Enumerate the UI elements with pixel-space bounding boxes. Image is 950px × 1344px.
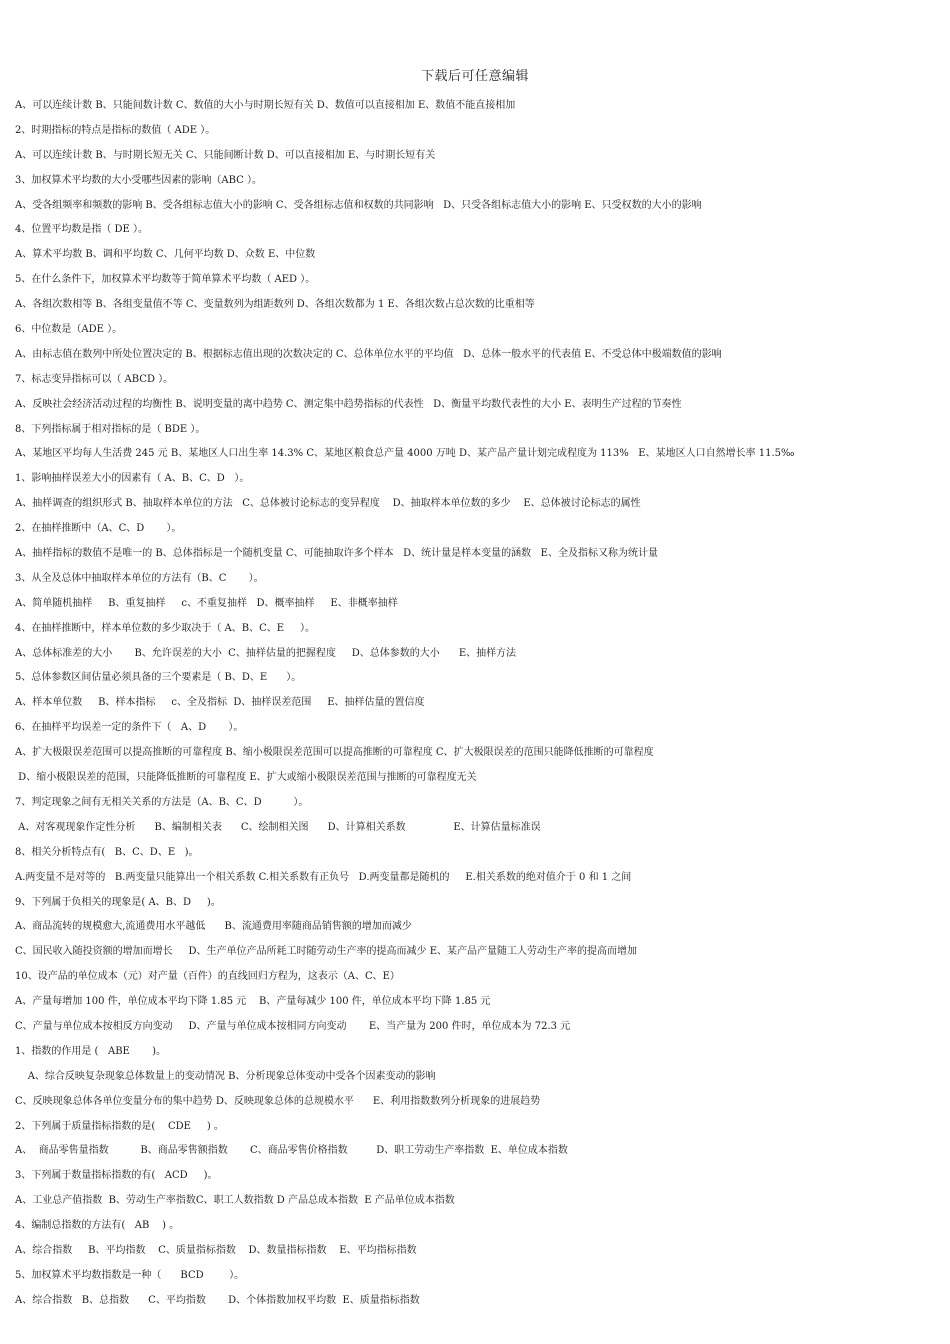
- text-line: 1、影响抽样误差大小的因素有（ A、B、C、D ）。: [15, 473, 250, 485]
- text-line: A、综合指数 B、平均指数 C、质量指标指数 D、数量指标指数 E、平均指标指数: [15, 1244, 417, 1256]
- text-line: A、 商品零售量指数 B、商品零售额指数 C、商品零售价格指数 D、职工劳动生产率指数 E、单位成本指数: [15, 1145, 568, 1157]
- text-line: A、对客观现象作定性分析 B、编制相关表 C、绘制相关图 D、计算相关系数 E、计算估量标准误: [15, 821, 541, 833]
- page-header: 下载后可任意编辑: [420, 69, 529, 84]
- text-line: 3、从全及总体中抽取样本单位的方法有（B、C ）。: [15, 572, 264, 584]
- text-line: 2、下列属于质量指标指数的是( CDE ) 。: [15, 1120, 224, 1132]
- text-line: 10、设产品的单位成本（元）对产量（百件）的直线回归方程为，这表示（A、C、E）: [15, 971, 400, 983]
- text-line: 2、时期指标的特点是指标的数值（ ADE ）。: [15, 124, 216, 136]
- text-line: 4、在抽样推断中，样本单位数的多少取决于（ A、B、C、E ）。: [15, 622, 315, 634]
- text-line: 4、编制总指数的方法有( AB ) 。: [15, 1220, 180, 1232]
- text-line: 5、在什么条件下，加权算术平均数等于简单算术平均数（ AED ）。: [15, 274, 316, 286]
- text-line: A、总体标准差的大小 B、允许误差的大小 C、抽样估量的把握程度 D、总体参数的大小 E、抽样方法: [15, 647, 517, 659]
- text-line: A、简单随机抽样 B、重复抽样 c、不重复抽样 D、概率抽样 E、非概率抽样: [15, 597, 398, 609]
- text-line: A、反映社会经济活动过程的均衡性 B、说明变量的离中趋势 C、测定集中趋势指标的代表性 D、衡量平均数代表性的大小 E、表明生产过程的节奏性: [15, 398, 682, 410]
- text-line: A、扩大极限误差范围可以提高推断的可靠程度 B、缩小极限误差范围可以提高推断的可靠程度 C、扩大极限误差的范围只能降低推断的可靠程度: [15, 747, 654, 759]
- text-line: A、由标志值在数列中所处位置决定的 B、根据标志值出现的次数决定的 C、总体单位水平的平均值 D、总体一般水平的代表值 E、不受总体中极端数值的影响: [15, 348, 722, 360]
- text-line: 7、判定现象之间有无相关关系的方法是（A、B、C、D ）。: [15, 796, 309, 808]
- text-line: 8、相关分析特点有( B、C、D、E )。: [15, 846, 199, 858]
- text-line: A、可以连续计数 B、只能间数计数 C、数值的大小与时期长短有关 D、数值可以直接相加 E、数值不能直接相加: [15, 100, 516, 111]
- text-line: 1、指数的作用是 ( ABE )。: [15, 1045, 167, 1057]
- text-line: C、产量与单位成本按相反方向变动 D、产量与单位成本按相同方向变动 E、当产量为 200 件时，单位成本为 72.3 元: [15, 1020, 571, 1032]
- text-line: 3、下列属于数量指标指数的有( ACD )。: [15, 1170, 218, 1182]
- text-line: D、缩小极限误差的范围，只能降低推断的可靠程度 E、扩大或缩小极限误差范围与推断的可靠程度无关: [15, 772, 477, 784]
- text-line: 9、下列属于负相关的现象是( A、B、D )。: [15, 896, 221, 908]
- question-list: [15, 94, 940, 1314]
- text-line: 4、位置平均数是指（ DE ）。: [15, 224, 149, 236]
- text-line: 5、加权算术平均数指数是一种（ BCD ）。: [15, 1269, 245, 1281]
- text-line: A、抽样调查的组织形式 B、抽取样本单位的方法 C、总体被讨论标志的变异程度 D、抽取样本单位数的多少 E、总体被讨论标志的属性: [15, 498, 641, 510]
- text-line: A、抽样指标的数值不是唯一的 B、总体指标是一个随机变量 C、可能抽取许多个样本 D、统计量是样本变量的涵数 E、全及指标又称为统计量: [15, 548, 658, 560]
- text-line: A、某地区平均每人生活费 245 元 B、某地区人口出生率 14.3% C、某地区粮食总产量 4000 万吨 D、某产品产量计划完成程度为 113% E、某地区人口自然增长率 11.5‰: [15, 448, 795, 460]
- text-line: A、产量每增加 100 件，单位成本平均下降 1.85 元 B、产量每减少 100 件，单位成本平均下降 1.85 元: [15, 996, 491, 1008]
- text-line: C、国民收入随投资额的增加而增长 D、生产单位产品所耗工时随劳动生产率的提高而减少 E、某产品产量随工人劳动生产率的提高而增加: [15, 946, 638, 958]
- text-line: A、工业总产值指数 B、劳动生产率指数C、职工人数指数 D 产品总成本指数 E 产品单位成本指数: [15, 1195, 455, 1207]
- text-line: A、算术平均数 B、调和平均数 C、几何平均数 D、众数 E、中位数: [15, 249, 316, 261]
- text-line: 5、总体参数区间估量必须具备的三个要素是（ B、D、E ）。: [15, 672, 302, 684]
- text-line: A、综合反映复杂现象总体数量上的变动情况 B、分析现象总体变动中受各个因素变动的影响: [15, 1070, 436, 1082]
- text-line: A.两变量不是对等的 B.两变量只能算出一个相关系数 C.相关系数有正负号 D.两变量都是随机的 E.相关系数的绝对值介于 0 和 1 之间: [15, 871, 632, 883]
- text-line: A、商品流转的规模愈大,流通费用水平越低 B、流通费用率随商品销售额的增加而减少: [15, 921, 412, 933]
- text-line: A、综合指数 B、总指数 C、平均指数 D、个体指数加权平均数 E、质量指标指数: [15, 1294, 420, 1306]
- text-line: 2、在抽样推断中（A、C、D ）。: [15, 523, 182, 535]
- text-line: 7、标志变异指标可以（ ABCD ）。: [15, 373, 174, 385]
- text-line: A、样本单位数 B、样本指标 c、全及指标 D、抽样误差范围 E、抽样估量的置信度: [15, 697, 425, 709]
- text-line: A、各组次数相等 B、各组变量值不等 C、变量数列为组距数列 D、各组次数都为 1 E、各组次数占总次数的比重相等: [15, 299, 535, 311]
- text-line: 6、中位数是（ADE ）。: [15, 324, 123, 336]
- text-line: A、可以连续计数 B、与时期长短无关 C、只能间断计数 D、可以直接相加 E、与时期长短有关: [15, 149, 436, 161]
- text-line: A、受各组频率和频数的影响 B、受各组标志值大小的影响 C、受各组标志值和权数的共同影响 D、只受各组标志值大小的影响 E、只受权数的大小的影响: [15, 199, 702, 211]
- text-line: 3、加权算术平均数的大小受哪些因素的影响（ABC ）。: [15, 174, 262, 186]
- text-line: 8、下列指标属于相对指标的是（ BDE ）。: [15, 423, 206, 435]
- text-line: C、反映现象总体各单位变量分布的集中趋势 D、反映现象总体的总规模水平 E、利用指数数列分析现象的进展趋势: [15, 1095, 541, 1107]
- text-line: 6、在抽样平均误差一定的条件下（ A、D ）。: [15, 722, 244, 734]
